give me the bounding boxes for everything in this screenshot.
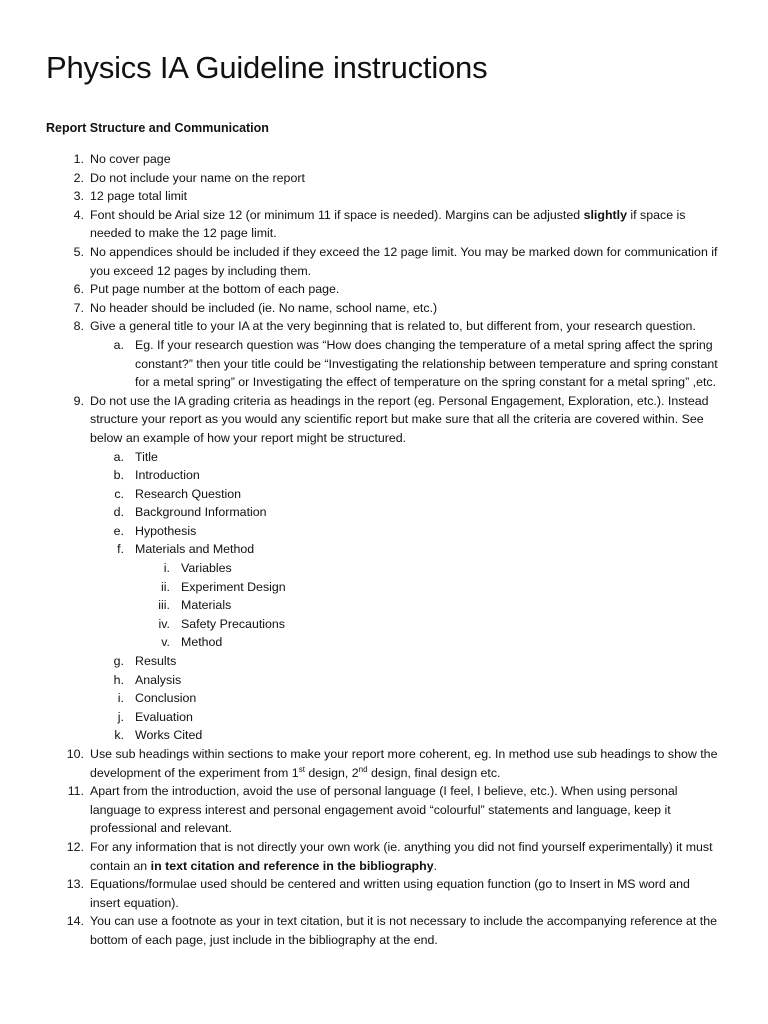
item-text: Variables [181,561,232,576]
superscript-text: st [298,764,305,774]
item-number: 3. [73,189,84,204]
sub-list-item [0,503,768,522]
list-item [0,187,768,206]
sub-list-item [0,726,768,745]
list-item [0,280,768,299]
item-number: 6. [73,282,84,297]
item-text: Do not use the IA grading criteria as headings in the report (eg. Personal Engagement, Exploration, etc.). Instead structure your report as you would any scientific report but make sure that all the criteria are covered within. See below an example of how your report might be structured. [90,393,709,445]
item-text: You can use a footnote as your in text citation, but it is not necessary to include the accompanying reference at the bottom of each page, just include in the bibliography at the end. [90,914,718,947]
item-text: Evaluation [135,709,193,724]
sub-sub-list-item [0,559,768,578]
item-number: 10. [66,747,84,761]
item-text: Method [181,635,223,650]
list-item [0,169,768,188]
item-text: Font should be Arial size 12 (or minimum 11 if space is needed). Margins can be adjusted [90,207,584,222]
item-text: Use sub headings within sections to make your report more coherent, eg. In method use sub headings to show the development of the experiment from 1 [90,747,718,780]
list-item [0,745,768,782]
item-number: iii. [158,598,170,613]
item-number: 13. [66,877,84,892]
item-number: 1. [73,152,84,166]
item-text: Conclusion [135,691,197,706]
item-number: i. [163,561,170,576]
item-text: . [433,858,438,873]
list-item [0,875,768,912]
list-item [0,243,768,280]
sub-list-item [0,485,768,504]
item-text: if space is needed to make the 12 page limit. [90,207,686,241]
item-text: Introduction [135,468,200,483]
emphasis-text: in text citation and reference in the bibliography [150,858,434,873]
item-number: ii. [161,579,170,594]
item-number: iv. [158,616,170,631]
list-item [0,912,768,949]
item-number: a. [113,449,124,464]
item-number: 5. [73,244,84,259]
item-text: design, 2 [304,765,359,780]
sub-list-item [0,708,768,727]
sub-list-item [0,652,768,671]
item-number: 4. [73,207,84,222]
sub-sub-list-item [0,633,768,652]
item-text: design, final design etc. [367,765,501,780]
item-text: Eg. If your research question was “How does changing the temperature of a metal spring affect the spring constant?” then your title could be “Investigating the relationship between temperature and spring constant for a metal spring” or Investigating the effect of temperature on the spring constant for a metal spring” ,etc. [135,337,718,390]
item-text: No appendices should be included if they exceed the 12 page limit. You may be marked down for communication if you exceed 12 pages by including them. [90,244,718,278]
item-text: Do not include your name on the report [90,170,305,185]
sub-sub-list-item [0,578,768,597]
item-text: Research Question [135,486,242,501]
item-number: h. [113,672,124,687]
sub-list-item [0,522,768,541]
item-number: 7. [73,300,84,315]
list-item [0,782,768,838]
item-text: Materials [181,598,232,613]
list-item [0,206,768,243]
list-item [0,299,768,318]
superscript-text: nd [358,764,368,774]
item-number: 8. [73,319,84,334]
sub-list-item [0,466,768,485]
item-text: Experiment Design [181,579,286,594]
item-text: No cover page [90,152,171,166]
item-number: 11. [67,784,84,799]
item-text: Safety Precautions [181,616,286,631]
list-item [0,392,768,448]
sub-sub-list-item [0,615,768,634]
item-text: Equations/formulae used should be centered and written using equation function (go to Insert in MS word and insert equation). [90,877,690,910]
sub-list-item [0,671,768,690]
item-text: Title [135,449,158,464]
item-text: No header should be included (ie. No name, school name, etc.) [90,300,438,315]
item-text: Works Cited [135,728,203,743]
list-item [0,838,768,875]
list-item [0,150,768,169]
item-text: Put page number at the bottom of each page. [90,282,340,297]
item-number: 9. [73,393,84,408]
item-number: k. [114,728,124,743]
item-text: For any information that is not directly your own work (ie. anything you did not find yourself experimentally) it must contain an [90,839,713,873]
sub-list-item [0,540,768,559]
item-number: g. [113,654,124,669]
item-text: Background Information [135,505,267,520]
list-item [0,317,768,336]
item-number: e. [113,523,124,538]
item-number: 12. [66,839,84,854]
item-number: a. [113,337,124,352]
item-text: Materials and Method [135,542,255,557]
item-number: i. [117,691,124,706]
item-text: Apart from the introduction, avoid the use of personal language (I feel, I believe, etc.). When using personal language to express interest and personal engagement avoid “colourful” statements and language, keep it professional and relevant. [90,784,678,836]
item-text: Analysis [135,672,182,687]
item-number: d. [113,505,124,520]
item-text: Results [135,654,177,669]
item-number: f. [117,542,124,557]
sub-list-item [0,448,768,467]
instruction-list [0,150,768,950]
sub-sub-list-item [0,596,768,615]
item-number: b. [113,468,124,483]
item-number: 2. [73,170,84,185]
emphasis-text: slightly [583,207,627,222]
page-title: Physics IA Guideline instructions [46,50,488,85]
item-number: j. [117,709,124,724]
item-number: v. [161,635,170,650]
sub-list-item [0,689,768,708]
item-text: Hypothesis [135,523,197,538]
section-heading: Report Structure and Communication [46,121,269,135]
item-number: c. [114,486,124,501]
item-text: Give a general title to your IA at the very beginning that is related to, but different from, your research question. [90,319,696,334]
item-number: 14. [66,914,84,929]
item-text: 12 page total limit [90,189,188,204]
sub-list-item [0,336,768,392]
